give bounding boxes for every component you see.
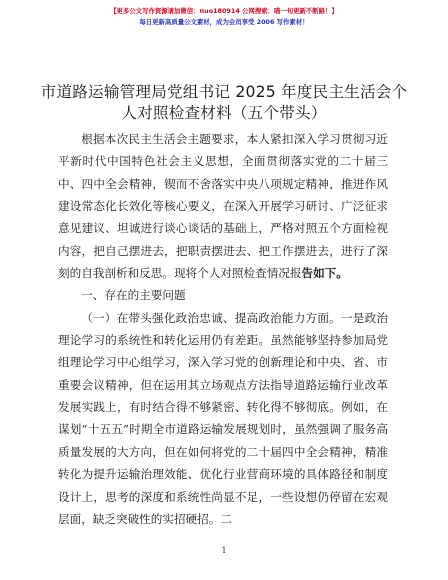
section-heading-1: 一、存在的主要问题 (81, 288, 186, 303)
body-paragraph-1: （一）在带头强化政治忠诚、提高政治能力方面。一是政治理论学习的系统性和转化运用仍有差距。虽然能够坚持参加局党组理论学习中心组学习，深入学习党的创新理论和中央、省、市重要会议精神，但在运用其立场观点方法指导道路运输行业改革发展实践上，有时结合得不够紧密、转化得不够彻底。例如，在谋划“十五五”时期全市道路运输发展规划时，虽然强调了服务高质量发展的大方向，但在如何将党的二十届四中全会精神，精准转化为提升运输治理效能、优化行业营商环境的具体路径和制度设计上，思考的深度和系统性尚显不足，一些设想仍停留在宏观层面，缺乏突破性的实招硬招。二 (58, 310, 388, 526)
document-title: 市道路运输管理局党组书记 2025 年度民主生活会个人对照检查材料（五个带头） (40, 83, 408, 122)
intro-text: 根据本次民主生活会主题要求，本人紧扣深入学习贯彻习近平新时代中国特色社会主义思想，全面贯彻落实党的二十届三中、四中全会精神，锲而不舍落实中央八项规定精神，推进作风建设常态化长效化等核心要义，在深入开展学习研讨、广泛征求意见建议、坦诚进行谈心谈话的基础上，严格对照五个方面检视内容，把自己摆进去，把职责摆进去、把工作摆进去，进行了深刻的自我剖析和反思。现将个人对照检查情况报 (58, 132, 388, 281)
intro-bold-text: 告如下。 (301, 266, 348, 281)
promo-banner-line-1: 【更多公文写作资源请加微信：nuo180914 公网搜索：喵一句更新不断路！】 (110, 7, 338, 15)
intro-paragraph (58, 128, 388, 284)
page-number: 1 (221, 546, 227, 555)
document-body (58, 128, 388, 530)
promo-banner (34, 6, 414, 46)
promo-banner-line-2: 每日更新高质量公文素材，成为会员享受 2006 写作素材！ (139, 18, 309, 26)
